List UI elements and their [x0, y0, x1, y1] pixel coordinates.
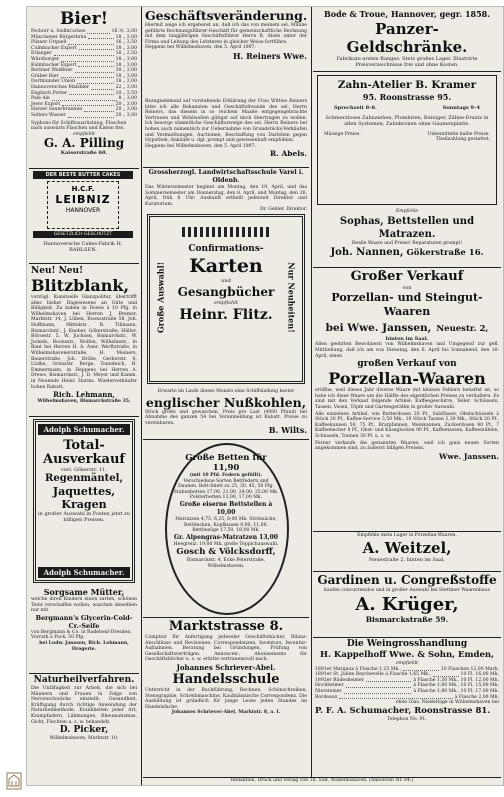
bode-head: Bode & Troue, Hannover, gegr. 1858. [323, 9, 490, 19]
handelsschule-signature: Johannes Schriever-Abel, Marktstr. 8, a. I. [171, 710, 281, 716]
bier-price-row-price: 20 „ 3,00 [115, 112, 137, 118]
dot-leader [75, 68, 114, 73]
wein-signature: P. F. A. Schumacher, Roonstrasse 81. [315, 705, 491, 716]
kohlen-signature: B. Wilts. [268, 425, 307, 436]
bier-price-row-item: Kulmbacher Export [31, 62, 77, 68]
zahn-address: 95. Roonstrasse 95. [362, 92, 452, 102]
ornament-border [182, 227, 270, 237]
porz-t2: von [402, 285, 412, 291]
bier-price-row-item: Jever Export [31, 101, 61, 107]
bier-address: Kaiserstraße 60. [60, 150, 108, 157]
bier-price-row-item: Culmbacher Export [31, 45, 77, 51]
schumacher-ad [33, 419, 135, 583]
dot-leader [61, 57, 114, 62]
leibniz-word: LEIBNIZ [55, 193, 111, 206]
sorgsame-body2: von Bergmann & Co. in Radebeul-Dresden. Vorrath à Pack. 50 Pfg. [31, 629, 132, 641]
bier-price-row-item: Berliner Weißbier [31, 68, 73, 74]
leibniz-protection: GESETZLICH GESCHÜTZT [33, 231, 133, 238]
betten-body3: Heegrenz. 19,00 Mk. große Teppichauswahl. [173, 541, 279, 547]
naturheil-title: Naturheilverfahren. [33, 675, 135, 685]
dot-leader [77, 79, 114, 84]
bier-signature: G. A. Pilling [43, 136, 125, 151]
porz-body: Allen geehrten Bewohnern von Wilhelmshaven und Umgegend zur gefl. Mittheilung, daß ich am von Dienstag, den 6. April bis Sonnabend, den 10. April, einen [315, 342, 499, 359]
bier-price-row-price: 18 „ 2,50 [115, 51, 137, 57]
bier-price-row-price: 18 „ 3,00 [115, 34, 137, 40]
bier-price-row-item: Pilsner Urquell [31, 40, 67, 46]
schumacher-ausverkauf: Ausverkauf [42, 452, 125, 467]
abels-body: Bezugnehmend auf vorstehende Erklärung der Frau Wittwe Reiners bitte ich alle Bekannten und Geschäftsfreunde des sel. Herrn Reiners, das diesem in so reichem Maaße entgegengebrachte Vertrauen und Wohlwollen gütigst auf mich übertragen zu wollen. Ich besorge sämmtliche Geschäftszweige des sel. Herrn Reiners bei hohen auch namentlich zur Uebernahme von Grundstücks-Verkäufen und Vermiethungen, Auctionen, Beschaffung von Darlehen gegen Hypothek, Ankäufe u. dgl. prompt und gewissenhaft empfohlen. [145, 99, 307, 144]
weitzel-ad [315, 533, 499, 569]
bier-price-row-price: 18 „ 3,00 [115, 56, 137, 62]
dot-leader [91, 85, 114, 90]
grossh-ad [145, 169, 307, 213]
bier-price-row-item: Hannoversches Malzbier [31, 84, 90, 90]
konf-karten: Karten [189, 255, 263, 277]
bier-price-row-item: Englisch Porter [31, 90, 68, 96]
imprint-footer: Redaktion, Druck und Verlag von Th. Süß, Wilhelmshaven. (Annoncen Nr. 84.) [230, 778, 414, 783]
dot-leader [61, 74, 114, 79]
sopha-ad [315, 209, 499, 265]
wein-pre: empfiehlt [395, 661, 419, 666]
wein-price-row-price: à Flasche 2,00 Mk. [454, 694, 499, 700]
zahn-atelier-ad [317, 75, 497, 205]
naturheil-signature: D. Picker, [59, 725, 109, 736]
zahn-title: Zahn-Atelier B. Kramer [337, 79, 477, 91]
leibniz-ad [33, 171, 133, 261]
porz-t4: bei Wwe. Janssen, [325, 322, 432, 335]
bier-price-row-price: 22 „ 3,00 [115, 84, 137, 90]
weitzel-pre: Empfehle mein Lager in Porzellan-Waaren. [357, 533, 457, 538]
porz-t3: Porzellan- und Steingut-Waaren [331, 291, 483, 319]
bier-price-row-price: 18 „ 3,00 [115, 73, 137, 79]
leibniz-city: HANNOVER [65, 207, 101, 214]
dot-leader [68, 113, 114, 118]
dot-leader [87, 29, 109, 34]
gardinen-sub: kaufen concurrenzlos und in großer Auswahl bei Stettiner Waarenhaus [324, 588, 490, 593]
wein-price-row-item: 1892er Rüdesheimer [315, 677, 364, 683]
blitzblank-body: vorzügl. Kunstseife Glanzpolitur, übertrifft alles bisher Dagewesene an Güte und Billigkeit. Zu haben in Dosen à 10 Pfg. in Wilhelmshaven bei Herren J. Bremer, Marktstr. 14, J. Lüben, Roonsstraße 58, Joh. Hoffmann, Mittelstr., R. Tilimann, Bismarckstr., J. Kneber, Gökerstraße, Hüller, Börsestr. 5, W. Juchsen, Bismarckstr., W. Jockels, Roonsstr., Wolfen, Wilhelmstr., in Bant bei Herren H. A. Auer, Werftstraße, in Wilhelmshavenerstraße, H. Meiners, Bauerstraße, Joh. Bröbe, Gerberstr. 6, Lüdke, Grenzstr. Berge, Tonndeich, H. Emmermann, in Heppens bei Herren A. Drews, Bismarckstr., J. D. Meyer und Kamm, in Neuende Heinr. Harms. Wiederverkäufer hohen Rabatt. [31, 295, 137, 390]
sopha-title: Sophas, Bettstellen und Matrazen. [339, 215, 475, 240]
geschaeft-ad [145, 9, 307, 97]
geschaeft-body: Hiermit zeige ich ergebenst an, daß ich das von meinem sel. Manne geführte Rechnungsführer-Geschäft für gemeinschaftliche Rechnung mit dem langjährigen Geschäftsführer Herrn R. Abels unter der Firma und Leitung des Letzteren in gleicher Weise fortführe. [145, 23, 307, 45]
dot-leader [68, 40, 113, 45]
porz-t7: großen Verkauf von [357, 359, 457, 370]
betten-body2: Matratzen 4,75, 6,25, 8,00 Mk. Strohsäcke, Bettdecken, Kopfkissen 9,00, 11,00. Bettbezüge 17,50, 18,00 Mk. [175, 516, 277, 534]
column-rule [141, 7, 142, 785]
weitzel-address: Neuestraße 2, hinten im Saal. [368, 556, 446, 563]
geschaeft-place: Heppens bei Wilhelmshaven, den 5. April 1897. [145, 45, 256, 51]
markt-ad [145, 619, 307, 779]
bier-price-row-price: 8 „ 3,00 [118, 96, 137, 102]
gardinen-ad [315, 573, 499, 635]
dot-leader [366, 678, 411, 683]
wein-price-row-item: Bordeaux [315, 694, 338, 700]
bier-price-row-price: 18 „ 3,00 [115, 79, 137, 85]
betten-ad [145, 441, 307, 615]
column-rule [311, 7, 312, 777]
wein-title: Die Weingrosshandlung [346, 639, 468, 649]
dot-leader [84, 107, 113, 112]
bier-price-row-item: Münchener Bürgerbräu [31, 34, 87, 40]
wein-telephone: Telephon No. 91. [387, 716, 427, 722]
dot-leader [62, 102, 113, 107]
sorgsame-sellers: bei Ludw. Janssen, Rich. Lehmann, Drogerie. [39, 640, 129, 652]
bier-price-row-price: 20 „ 3,00 [115, 101, 137, 107]
grossh-title: Grossherzogl. Landwirtschaftsschule Varel i. Oldenb. [148, 169, 304, 184]
wein-price-row-price: à Flasche 1,80 Mk., 10 Fl. 17,00 Mk. [413, 688, 499, 694]
betten-address: Bismarckstr. 4, Ecke Peterstraße, Wilhelmshaven. [186, 558, 266, 569]
gardinen-address: Bismarckstraße 59. [365, 614, 449, 624]
konf-empfiehlt: empfiehlt [213, 300, 239, 307]
bode-ad [315, 9, 499, 69]
konf-gesangbuecher: Gesangbücher [177, 285, 275, 300]
markt-body: Comptoir für Anfertigung jedweder Geschäftsbücher, Bilanz-Abschlüsse und Revisionen, Correspondenzen, Inventurs, Inventur-Aufnahmen. Beratung bei Gründungen, Prüfung von Gesellschaftsverträgen. Annoncen-, Abonnements für Geschäftsbücher u. s. w. erbitte vertrauensvoll nach. [145, 635, 307, 663]
markt-title: Marktstrasse 8. [168, 619, 284, 634]
dot-leader [78, 63, 113, 68]
wein-price-list [315, 667, 499, 701]
betten-title2: Große eiserne Bettstellen à 10,00 [179, 500, 273, 516]
leibniz-cake-badge [47, 181, 119, 229]
porz-body3: Alle einzelnen Artikel, wie Butterdosen 20 Pf., Salzfässer, Obstschüsseln à Stück 20 Pf., Kaffee-Service 3,50 Mk., 10 Stück Tassen 3,30 Mk., Stück 20 Pf., Kaffeekannen 50, 75 Pf., Bratpfannen, Weinkannen, Zuckerdosen 80 Pf., 7 Kaffeebecher 8 Pf., Obst- und Käseglocken 90 Pf., Kaffeetassen, Kaffeemühlen, Schüsseln, Tonnen 30 Pf. u. s. w. [315, 411, 499, 439]
sopha-signature: Joh. Nannen, [330, 247, 404, 259]
blitzblank-signature: Rich. Lehmann, [53, 390, 115, 400]
abels-place: Heppens bei Wilhelmshaven, den 5. April 1897. [145, 143, 256, 149]
konf-und: und [221, 278, 231, 284]
zahn-note-left: Mässige Preise. [324, 131, 361, 137]
betten-sub: (mit 10 Pfd. Federn gefüllt). [189, 473, 263, 478]
bier-price-row-price: 20 „ 3,00 [115, 107, 137, 113]
dot-leader [346, 683, 412, 688]
dot-leader [54, 51, 114, 56]
zahn-hours-weekday: Sprechzeit 8–8. [334, 105, 377, 111]
geschaeft-title: Geschäftsveränderung. [145, 8, 308, 23]
bier-price-row-item: Selters Wasser [31, 112, 66, 118]
schumacher-name-bottom: Adolph Schumacher. [38, 567, 130, 578]
library-stamp-icon [6, 772, 22, 790]
handelsschule-title: Handelsschule [172, 671, 280, 687]
sopha-pre: Empfehle [395, 209, 419, 214]
schumacher-body: in großer Auswahl in Posten jetzt zu billigen Preisen. [38, 511, 130, 524]
geschaeft-signature: H. Reiners Wwe. [232, 50, 307, 61]
bier-price-row-item: Würzburger [31, 56, 60, 62]
bode-title: Panzer-Geldschränke. [346, 20, 468, 56]
zahn-body: Schmerzloses Zahnziehen, Plombiren, Reiniger, Zähne-Ersatz in allen Systemen, Zahnkronen ohne Gaumenplatte. [325, 115, 489, 128]
blitzblank-head: Neu! Neu! [31, 266, 84, 276]
sorgsame-title: Sorgsame Mütter, [43, 587, 125, 597]
kohlen-pre: Erwarte im Laufe dieses Monats eine Schiffsladung bester [157, 389, 295, 394]
porz-body2: eröffne, weil dieses Jahr diverse Waare mit kleinen Fehlern behaftet ist, so habe ich diese Waare um die Hälfte des eigentlichen Preises zu veräußern. Es sind mit den Verkauf folgende Artikel: Kaffeegeschirre, Teller, Schüsseln, Tassen, Vasen, Töpfe und Gartengeräthe in großer Auswahl. [315, 388, 499, 410]
zahn-notes [320, 130, 494, 145]
kohlen-body: Stück größe und gewaschen. Preis pro Last (4000 Pfund) bei Abnahme des ganzen 54 bei Voranmeldung ist Rabatt. Preise zu vereinbaren. [145, 409, 307, 426]
naturheil-address: Wilhelmshaven, Marktstr. 10. [49, 736, 119, 742]
dot-leader [433, 672, 459, 677]
betten-body: Verschiedene Sorten Bettfedern und Daunen. Bett-Inlett zu 25, 30, 45, 50 Pfg. Stubenbetten 17,00, 21,00, 24,00, 25,00 Mk. Polsterbetten 13,00, 17,00 Mk. [173, 478, 279, 501]
bier-ad [31, 9, 137, 167]
konfirmation-ad [147, 214, 305, 384]
naturheil-ad [31, 675, 137, 781]
weitzel-title: A. Weitzel, [362, 538, 452, 557]
bode-body: Fabrikate ersten Ranges. Stets großes Lager. Illustrirte Preisverzeichnisse frei und ohne Kosten. [336, 56, 478, 69]
leibniz-brand: H.C.F. [71, 185, 95, 193]
grossh-signature: Dr. Gehler, Direktor. [259, 207, 307, 213]
wein-ad [315, 639, 499, 767]
bier-price-row-price: 16 ℳ. 3,00 [111, 29, 137, 34]
schumacher-address: verl. Gökerstr. 11. [61, 467, 107, 473]
schumacher-regenmaentel: Regenmäntel, [45, 473, 123, 485]
bier-price-row-price: 30 „ 3,00 [115, 68, 137, 74]
schumacher-jaquettes: Jaquettes, [52, 485, 116, 499]
wein-price-row-price: à Flasche 1,60 Mk., 10 Fl. 15,00 Mk. [413, 683, 499, 689]
gardinen-name: A. Krüger, [355, 593, 459, 615]
zahn-note-right: Unbemittelte halbe Preise. Theilzahlung gestattet. [427, 131, 490, 143]
schumacher-kragen: Kragen [61, 498, 107, 512]
porz-t5: Neuestr. 2, [436, 324, 489, 335]
grossh-body: Das Wintersemester beginnt am Montag, den 19. April, und das Sommersemester am Donnerstag, den 8. April, und Montag, den 26. April, früh 8 Uhr. Auskunft ertheilt jederzeit Direktor und Kuratorium. [145, 185, 307, 207]
konf-side-right: Nur Neuheiten! [286, 262, 297, 333]
bier-price-row-item: Dortmunder Union [31, 79, 76, 85]
wein-price-row-price: 10 Fl. 16,00 Mk. [460, 672, 499, 678]
wein-price-row-item: 1891er Margaux à Flasche 1,25 Mk., [315, 666, 402, 672]
abels-ad [145, 99, 307, 165]
bier-price-row [31, 113, 137, 119]
handelsschule-body: Unterricht in der Buchführung, Rechnen, Schönschreiben, Stenographie, Schreibmaschine, Kaufmännische Correspondenz. Die Ausbildung ist gründlich für junge Leute jeden Standes im Handelsfache. [145, 687, 307, 710]
bier-note: Syphons für Schiffsausrüstung, Flaschen nach auswärts Flaschen und Kisten frei. [31, 120, 127, 132]
schumacher-name-top: Adolph Schumacher. [38, 424, 130, 435]
sopha-sub: Reelle Waare und Preise! Reparaturen prompt! [351, 240, 463, 246]
zahn-hours-sunday: Sonntags 9–4 [442, 105, 480, 111]
sorgsame-body: welche ihren Kindern einen zarten, schönen Teint verschaffen wollen, waschen dieselben nur mit [31, 597, 137, 614]
kohlen-title: englischer Nußkohlen, [145, 394, 307, 410]
zahn-hours [320, 103, 494, 113]
wein-price-row-item: Niersteiner [315, 688, 342, 694]
porzellan-ad [315, 269, 499, 529]
porz-signature: Wwe. Janssen. [438, 451, 499, 461]
dot-leader [344, 689, 412, 694]
dot-leader [79, 46, 114, 51]
dot-leader [88, 35, 113, 40]
bier-price-row-price: 18 „ 3,00 [115, 45, 137, 51]
bier-price-list [31, 29, 137, 119]
bier-sign-pre: empfiehlt [72, 131, 96, 137]
bier-price-row-price: 10 „ 3,50 [115, 90, 137, 96]
markt-signature: Johannes Schriever-Abel. [176, 662, 276, 672]
bier-price-row-item: Pschorr u. Sedlm'sches [31, 29, 86, 34]
porz-body4: Ferner verkaufe die genannten Waaren, weil ich ganz neuen Sorten angekommen sind, zu äußerst billigen Preisen. [315, 440, 499, 452]
dot-leader [52, 96, 117, 101]
wein-note: ohne Glas. Niederlage in Wilhelmshaven bei [395, 700, 499, 706]
blitzblank-address: Wilhelmshaven, Bismarckstraße 35. [37, 399, 131, 405]
konf-signature: Heinr. Flitz. [179, 307, 273, 324]
dot-leader [339, 695, 452, 700]
sopha-address: Gökerstraße 16. [406, 248, 484, 259]
betten-title3: Gr. Alpengras-Matratzen 13,00 [174, 533, 278, 541]
sorgsame-ad [31, 587, 137, 671]
porz-t6: hinten im Saal. [385, 336, 429, 343]
porz-t1: Großer Verkauf [350, 269, 464, 284]
betten-title: Große Betten für 11,90 [185, 453, 267, 473]
wein-name: H. Kappelhoff Wwe. & Sohn, Emden, [319, 650, 495, 660]
dot-leader [403, 667, 439, 672]
kohlen-ad [145, 389, 307, 437]
sorgsame-product: Bergmann's Glycerin-Cold-Cr.-Seife [35, 613, 133, 630]
wein-price-row-price: 10 Flaschen 12,00 Mark, [440, 666, 499, 672]
bier-title: Bier! [59, 9, 109, 29]
dot-leader [69, 91, 113, 96]
wein-price-row-item: 1891er St. Julien Beychevelle à Flasche 1,65 Mk., [315, 672, 431, 678]
bier-price-row-item: Erlanger [31, 51, 52, 57]
betten-signature: Gosch & Völcksdorff, [176, 547, 276, 558]
bier-price-row-price: 16 „ 3,50 [115, 40, 137, 46]
bier-price-row-item: Harzer Sauerbrunnen [31, 107, 83, 113]
gardinen-title: Gardinen u. Congreßstoffe [317, 573, 497, 587]
leibniz-company: Hannoversche Cakes-Fabrik H. BAHLSEN. [43, 241, 123, 254]
konf-l1: Confirmations- [188, 244, 264, 254]
naturheil-body: Die Unfähigkeit zur Arbeit, die sich bei Männern und Frauen in Folge von Nervenschwäche einstellt. Gesundheit, Kräftigung durch richtige Anwendung der Naturheilmethode. Krankheiten jeder Art, Krampfadern, Lähmungen, Rheumatismus, Gicht, Flechten u. s. w. behandelt. [31, 686, 137, 725]
bier-price-row-item: Pale Ale [31, 96, 50, 102]
bier-price-row-price: 18 „ 3,00 [115, 62, 137, 68]
newspaper-page [26, 6, 504, 786]
leibniz-banner: DER BESTE BUTTER CAKES [33, 171, 133, 179]
porz-t8: Porzellan-Waaren [328, 369, 486, 389]
schumacher-total: Total- [63, 438, 105, 453]
konf-side-left: Große Auswahl! [155, 261, 166, 334]
wein-price-row-price: à Flasche 1,30 Mk., 10 Fl. 12,00 Mk. [413, 677, 499, 683]
blitzblank-ad [31, 266, 137, 414]
wein-price-row-item: Hochheimer [315, 683, 344, 689]
bier-price-row-item: Gräber Bier [31, 73, 59, 79]
blitzblank-title: Blitzblank, [31, 276, 130, 295]
abels-signature: R. Abels. [270, 149, 307, 159]
